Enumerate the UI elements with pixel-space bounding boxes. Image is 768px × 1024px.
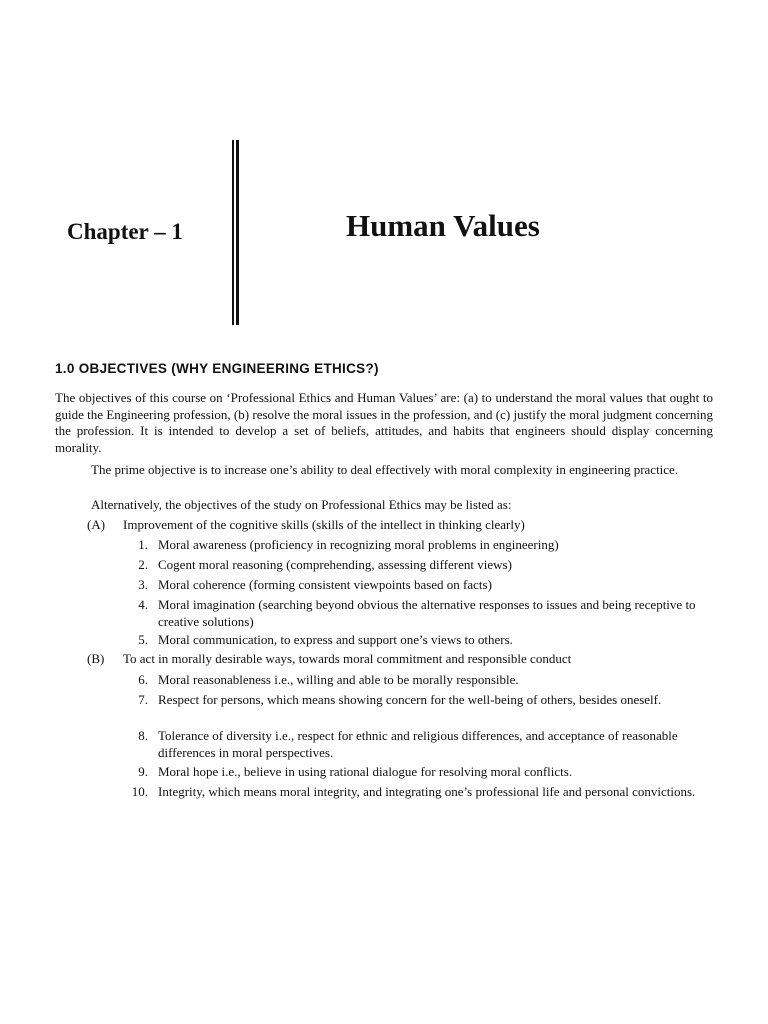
item-number: 3. (138, 577, 148, 592)
group-letter: (A) (87, 517, 106, 532)
list-item (122, 784, 717, 801)
item-text: Tolerance of diversity i.e., respect for ethnic and religious differences, and acceptance of reasonable differences in moral perspectives. (158, 728, 678, 760)
paragraph-prime-objective: The prime objective is to increase one’s ability to deal effectively with moral complexity in engineering practice. (91, 462, 679, 477)
item-text: Moral coherence (forming consistent viewpoints based on facts) (158, 577, 492, 592)
item-text: Moral reasonableness i.e., willing and able to be morally responsible. (158, 672, 519, 687)
chapter-divider (232, 140, 234, 325)
chapter-label: Chapter – 1 (67, 219, 183, 244)
paragraph-intro: The objectives of this course on ‘Professional Ethics and Human Values’ are: (a) to understand the moral values that ought to guide the Engineering profession, (b) resolve the moral issues in the profession, and (c) justify the moral judgment concerning the profession. It is intended to develop a set of beliefs, attitudes, and habits that engineers should display concerning morality. (55, 390, 713, 455)
chapter-divider (236, 140, 239, 325)
item-number: 1. (138, 537, 148, 552)
item-number: 5. (138, 632, 148, 647)
item-text: Cogent moral reasoning (comprehending, assessing different views) (158, 557, 512, 572)
item-number: 4. (138, 597, 148, 612)
list-item (122, 577, 717, 594)
group-text: Improvement of the cognitive skills (skills of the intellect in thinking clearly) (123, 517, 525, 532)
item-number: 2. (138, 557, 148, 572)
list-item (122, 728, 717, 761)
item-number: 10. (131, 784, 148, 799)
section-heading: 1.0 OBJECTIVES (WHY ENGINEERING ETHICS?) (55, 361, 379, 376)
item-text: Moral communication, to express and support one’s views to others. (158, 632, 513, 647)
chapter-title: Human Values (346, 208, 540, 243)
list-item (122, 632, 717, 649)
item-text: Moral imagination (searching beyond obvious the alternative responses to issues and being receptive to creative solutions) (158, 597, 696, 629)
list-item (122, 597, 717, 630)
item-number: 8. (138, 728, 148, 743)
list-item (122, 672, 717, 689)
item-text: Respect for persons, which means showing concern for the well-being of others, besides oneself. (158, 692, 662, 707)
group-letter: (B) (87, 651, 105, 666)
item-text: Moral hope i.e., believe in using rational dialogue for resolving moral conflicts. (158, 764, 573, 779)
item-number: 9. (138, 764, 148, 779)
list-item (122, 557, 717, 574)
group-b (87, 651, 571, 668)
group-a (87, 517, 525, 534)
item-text: Moral awareness (proficiency in recognizing moral problems in engineering) (158, 537, 559, 552)
list-item (122, 764, 717, 781)
list-item (122, 537, 717, 554)
item-text: Integrity, which means moral integrity, and integrating one’s professional life and personal convictions. (158, 784, 696, 799)
item-number: 7. (138, 692, 148, 707)
group-text: To act in morally desirable ways, towards moral commitment and responsible conduct (123, 651, 572, 666)
paragraph-alternative: Alternatively, the objectives of the study on Professional Ethics may be listed as: (91, 497, 512, 512)
list-item (122, 692, 717, 709)
item-number: 6. (138, 672, 148, 687)
